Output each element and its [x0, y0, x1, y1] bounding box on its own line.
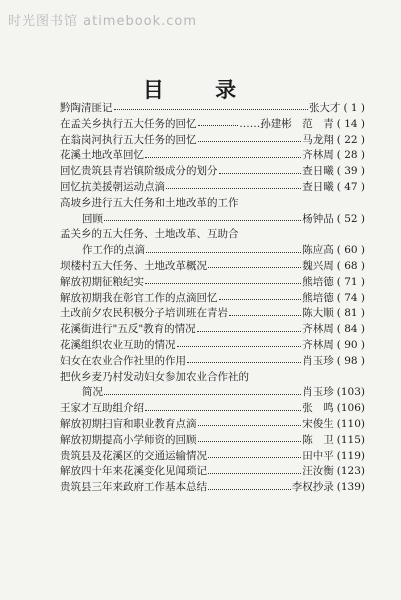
- dot-leader: [145, 283, 301, 284]
- toc-entry: [60, 353, 365, 369]
- toc-entry: [60, 305, 365, 321]
- toc-entry: [60, 179, 365, 195]
- toc-entry-author: 张大才: [308, 102, 341, 114]
- toc-entry-author: ……孙建彬 范 青: [239, 117, 334, 130]
- dot-leader: [219, 173, 302, 174]
- toc-entry-title: 作工作的点滴: [82, 244, 145, 257]
- dot-leader: [146, 252, 301, 253]
- toc-entry: [60, 400, 365, 416]
- toc-entry-page: (119): [336, 449, 365, 462]
- toc-entry-title: 在孟关乡执行五大任务的回忆: [60, 117, 197, 130]
- toc-entry-page: ( 14 ): [336, 117, 365, 130]
- toc-entry-title: 在翁岗河执行五大任务的回忆: [60, 133, 197, 146]
- dot-leader: [198, 141, 302, 142]
- toc-entry: [60, 448, 365, 464]
- toc-entry-author: 陈大顺: [302, 307, 334, 320]
- dot-leader: [104, 220, 301, 221]
- toc-entry-page: (139): [336, 481, 365, 494]
- toc-entry-page: ( 60 ): [336, 244, 365, 257]
- dot-leader: [104, 394, 301, 395]
- toc-entry-author: 查日曦: [302, 180, 334, 193]
- toc-entry-title: 解放初期扫盲和职业教育点滴: [60, 417, 197, 430]
- dot-leader: [166, 188, 301, 189]
- toc-entry-title: 把伙乡麦乃村发动妇女参加农业合作社的: [60, 370, 249, 383]
- toc-entry-page: (110): [336, 417, 365, 430]
- toc-entry-author: 陈应高: [302, 244, 334, 257]
- toc-entry-title: 黔陶清匪记: [60, 102, 113, 114]
- toc-entry-title: 花溪组织农业互助的情况: [60, 338, 176, 351]
- toc-entry: [60, 321, 365, 337]
- dot-leader: [229, 315, 301, 316]
- toc-entry: [60, 274, 365, 290]
- toc-entry: [60, 384, 365, 400]
- toc-entry: [60, 163, 365, 179]
- toc-entry-title: 妇女在农业合作社里的作用: [60, 354, 186, 367]
- toc-entry: [60, 416, 365, 432]
- toc-entry-page: ( 90 ): [336, 338, 365, 351]
- toc-entry-page: (106): [336, 402, 365, 415]
- toc-entry-page: ( 71 ): [336, 275, 365, 288]
- toc-entry-author: 肖玉珍: [302, 354, 334, 367]
- toc-entry-page: ( 68 ): [336, 259, 365, 272]
- dot-leader: [198, 425, 302, 426]
- toc-entry: [60, 132, 365, 148]
- toc-entry: [60, 290, 365, 306]
- toc-entry-author: 齐林周: [302, 323, 334, 336]
- toc-entry-title: 解放初期我在彰官工作的点滴回忆: [60, 291, 218, 304]
- dot-leader: [198, 441, 302, 442]
- toc-entry-author: 魏兴周: [302, 259, 334, 272]
- toc-entry: [60, 479, 365, 495]
- dot-leader: [114, 109, 308, 110]
- toc-entry-title: 坝楼村五大任务、土地改革概况: [60, 259, 207, 272]
- dot-leader: [177, 346, 302, 347]
- toc-entry-title: 花溪街进行"五反"教育的情况: [60, 323, 196, 336]
- toc-entry-page: ( 52 ): [336, 212, 365, 225]
- toc-entry-author: 查日曦: [302, 165, 334, 178]
- page-title: 目 录: [142, 77, 259, 102]
- toc-entry-author: 肖玉珍: [302, 386, 334, 399]
- toc-entry-author: 张 鸣: [302, 402, 334, 415]
- toc-entry-title: 回顾: [82, 212, 103, 225]
- toc-entry-title: 解放四十年来花溪变化见闻琐记: [60, 465, 207, 478]
- toc-entry-page: ( 74 ): [336, 291, 365, 304]
- toc-entry: [60, 211, 365, 227]
- dot-leader: [208, 489, 291, 490]
- toc-entry-page: ( 1 ): [343, 102, 365, 114]
- toc-entry-page: ( 47 ): [336, 180, 365, 193]
- toc-entry-page: ( 81 ): [336, 307, 365, 320]
- toc-entry-title: 花溪土地改革回忆: [60, 149, 144, 162]
- toc-entry: [60, 432, 365, 448]
- toc-entry-author: 田中平: [302, 449, 334, 462]
- toc-entry-author: 杨钟品: [302, 212, 334, 225]
- toc-entry-title: 解放初期提高小学师资的回顾: [60, 433, 197, 446]
- dot-leader: [208, 457, 301, 458]
- toc-entry-title: 王家才互助组介绍: [60, 402, 144, 415]
- toc-entry-page: ( 28 ): [336, 149, 365, 162]
- toc-entry-author: 李权抄录: [291, 481, 334, 494]
- dot-leader: [219, 299, 302, 300]
- dot-leader: [197, 331, 302, 332]
- toc-entry-title: 贵筑县及花溪区的交通运输情况: [60, 449, 207, 462]
- toc-entry-page: (123): [336, 465, 365, 478]
- toc-entry-author: 陈 卫: [302, 433, 334, 446]
- toc-entry-page: (115): [336, 433, 365, 446]
- toc-entry-page: ( 98 ): [336, 354, 365, 367]
- dot-leader: [208, 267, 301, 268]
- toc-entry-title: 高坡乡进行五大任务和土地改革的工作: [60, 196, 239, 209]
- dot-leader: [198, 125, 239, 126]
- dot-leader: [145, 157, 301, 158]
- toc-entry-page: ( 84 ): [336, 323, 365, 336]
- toc-entry-title: 土改前夕农民积极分子培训班在青岩: [60, 307, 228, 320]
- toc-entry-title: 贵筑县三年来政府工作基本总结: [60, 481, 207, 494]
- toc-entry: [60, 116, 365, 132]
- toc-entry-page: ( 22 ): [336, 133, 365, 146]
- toc-entry-author: 马龙翔: [302, 133, 334, 146]
- toc-entry-title: 回忆抗美援朝运动点滴: [60, 180, 165, 193]
- toc-entry-title: 解放初期征粮纪实: [60, 275, 144, 288]
- toc-entry-title: 回忆贵筑县青岩镇阶级成分的划分: [60, 165, 218, 178]
- toc-entry-author: 汪汝衡: [302, 465, 334, 478]
- toc-entry-author: 熊培德: [302, 275, 334, 288]
- toc-entry-title: 孟关乡的五大任务、土地改革、互助合: [60, 228, 239, 241]
- toc-entry: [60, 337, 365, 353]
- toc-entry: [60, 100, 365, 116]
- toc-entry: [60, 242, 365, 258]
- toc-entry-author: 熊培德: [302, 291, 334, 304]
- toc-entry-author: 齐林周: [302, 338, 334, 351]
- toc-entry-author: 宋俊生: [302, 417, 334, 430]
- dot-leader: [208, 473, 301, 474]
- toc-entry-page: ( 39 ): [336, 165, 365, 178]
- toc-entry: [60, 463, 365, 479]
- toc-entry: [60, 258, 365, 274]
- dot-leader: [187, 362, 301, 363]
- toc-entry-author: 齐林周: [302, 149, 334, 162]
- toc-entry-page: (103): [336, 386, 365, 399]
- watermark-text: 时光图书馆 atimebook.com: [8, 14, 198, 29]
- toc-entry: [60, 147, 365, 163]
- table-of-contents: [60, 100, 365, 495]
- toc-entry-title: 简况: [82, 386, 103, 399]
- dot-leader: [145, 410, 301, 411]
